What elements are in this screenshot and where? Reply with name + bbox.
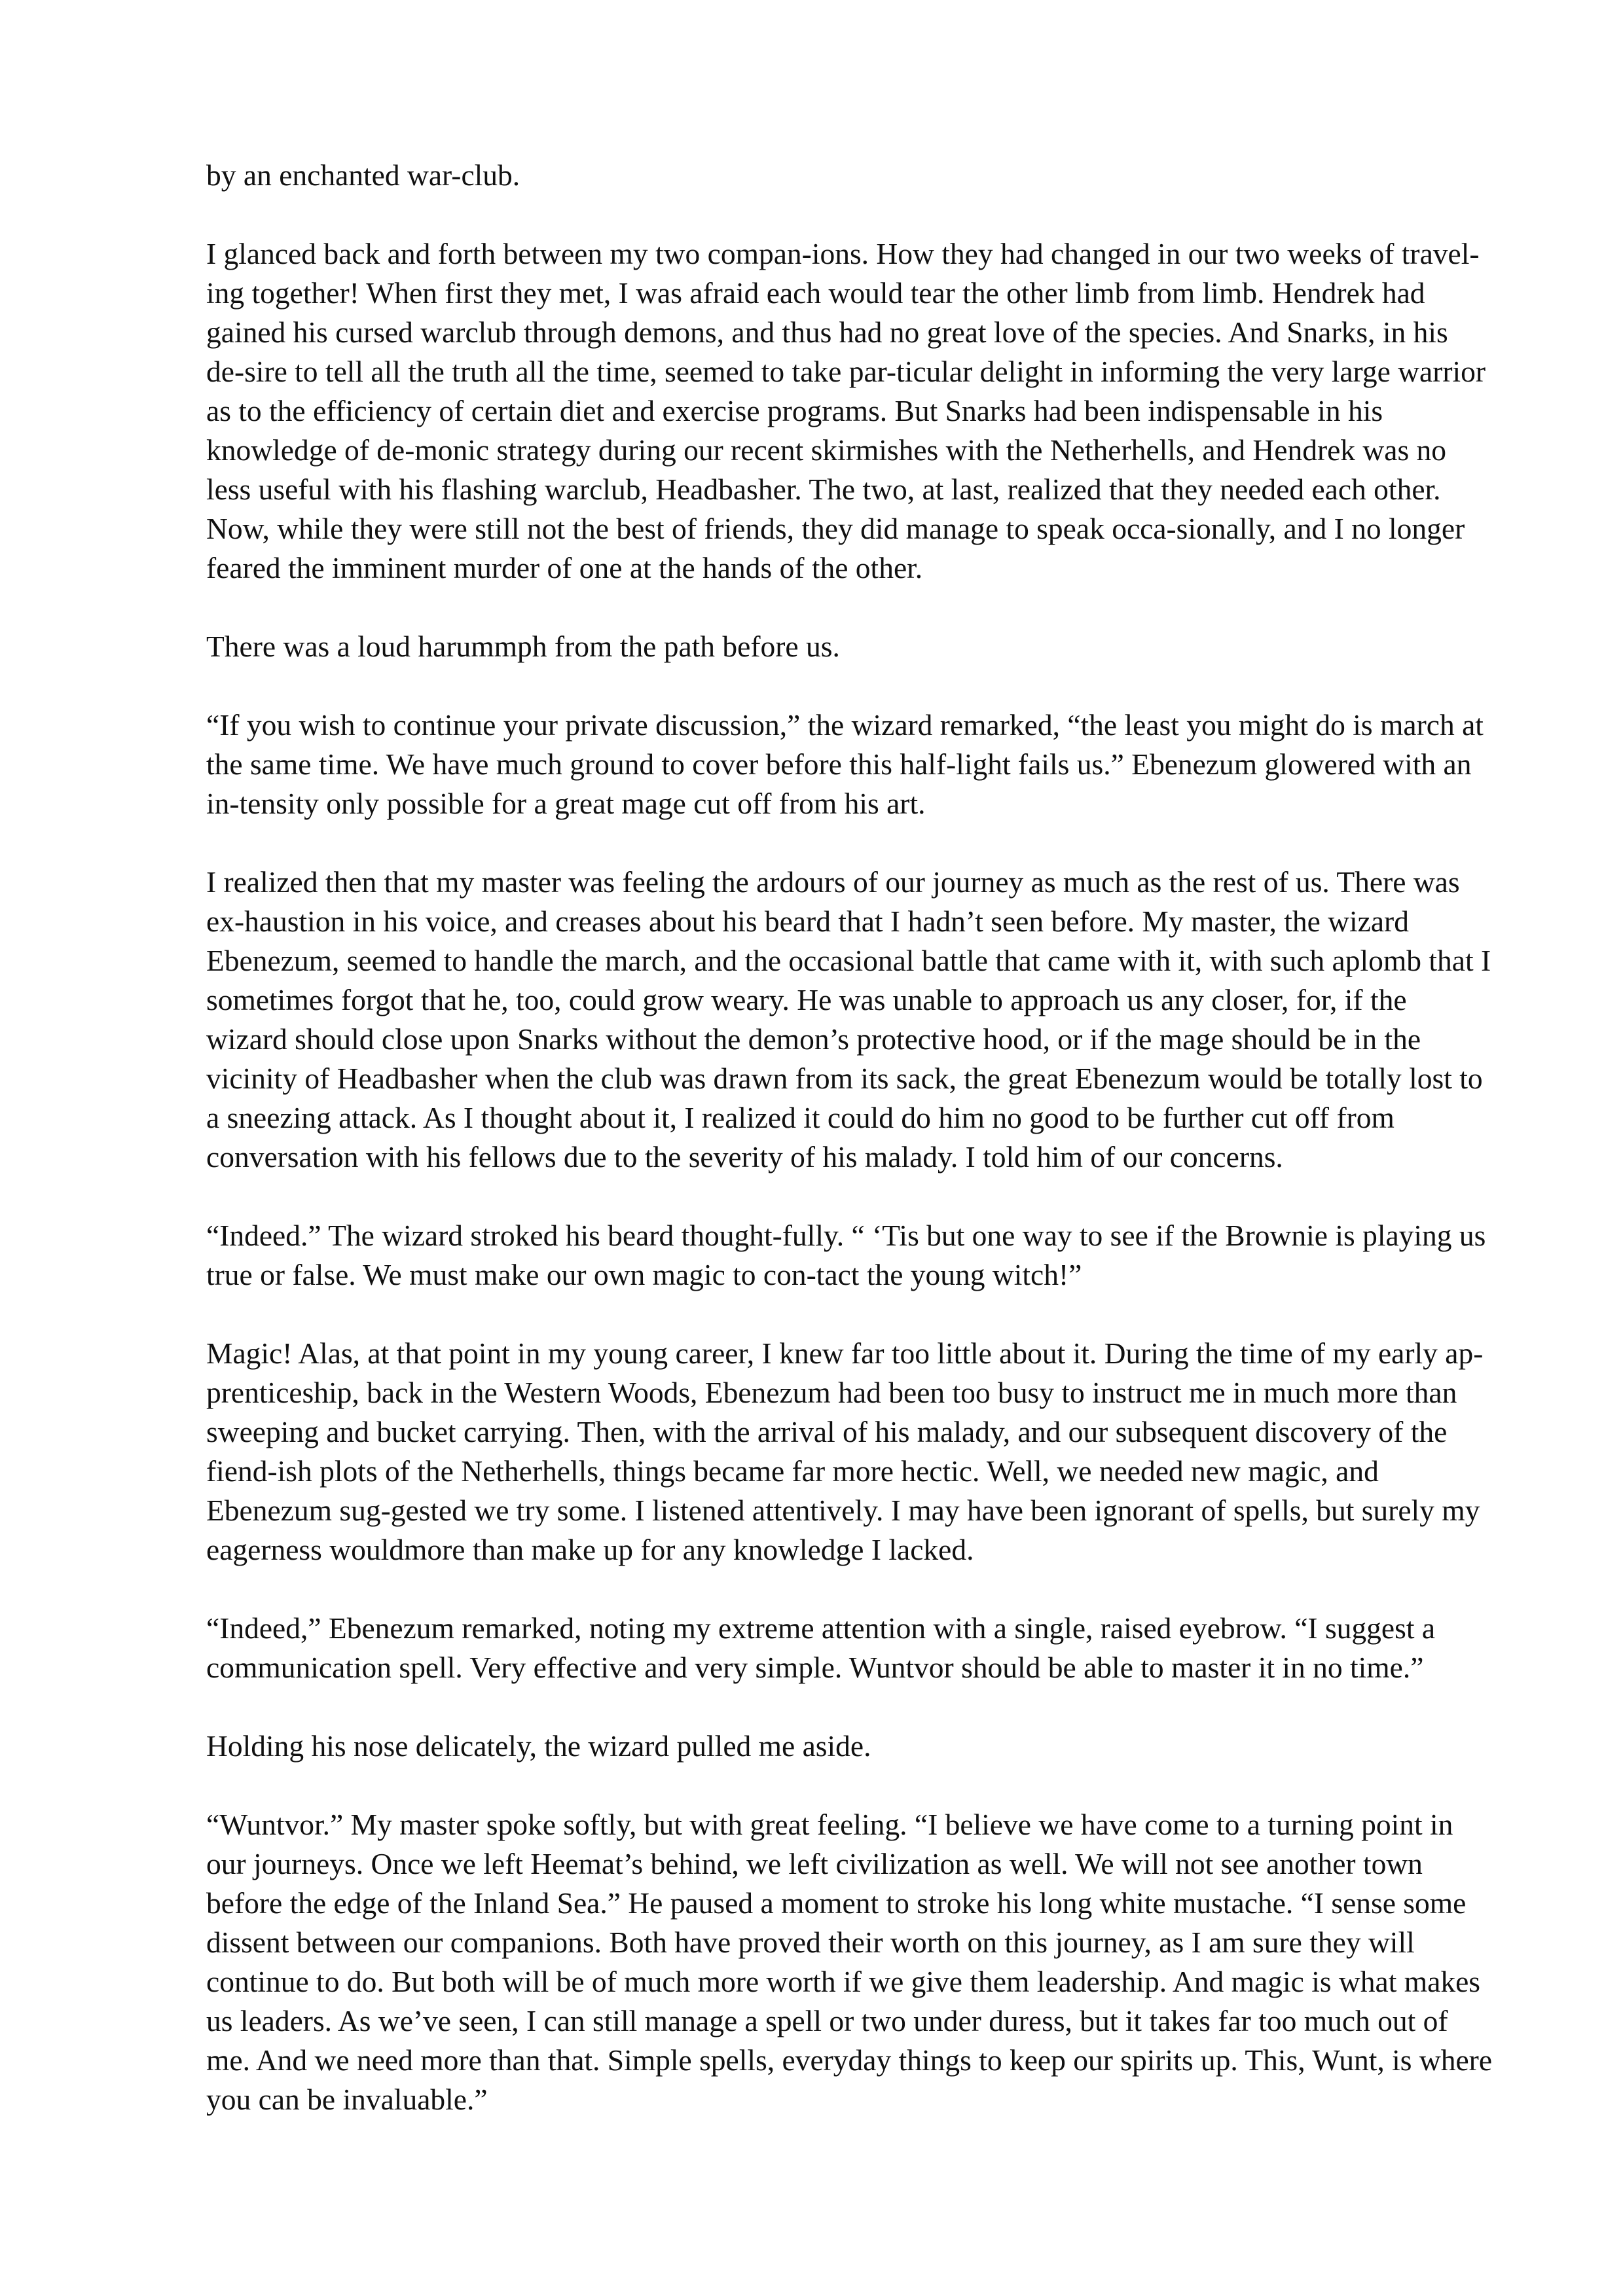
paragraph-10: “Wuntvor.” My master spoke softly, but with great feeling. “I believe we have come to a turning point in our journeys. Once we left Heemat’s behind, we left civilization as well. We will not see another town before the edge of the Inland Sea.” He paused a moment to stroke his long white mustache. “I sense some dissent between our companions. Both have proved their worth on this journey, as I am sure they will continue to do. But both will be of much more worth if we give them leadership. And magic is what makes us leaders. As we’ve seen, I can still manage a spell or two under duress, but it takes far too much out of me. And we need more than that. Simple spells, everyday things to keep our spirits up. This, Wunt, is where you can be invaluable.” (206, 1808, 1493, 2116)
paragraph-1: by an enchanted war-club. (206, 158, 520, 192)
paragraph-7: Magic! Alas, at that point in my young career, I knew far too little about it. During the time of my early ap-prenticeship, back in the Western Woods, Ebenezum had been too busy to instruct me in much more than sweeping and bucket carrying. Then, with the arrival of his malady, and our subsequent discovery of the fiend-ish plots of the Netherhells, things became far more hectic. Well, we needed new magic, and Ebenezum sug-gested we try some. I listened attentively. I may have been ignorant of spells, but surely my eagerness wouldmore than make up for any knowledge I lacked. (206, 1336, 1484, 1566)
paragraph-9: Holding his nose delicately, the wizard pulled me aside. (206, 1729, 871, 1763)
paragraph-8: “Indeed,” Ebenezum remarked, noting my extreme attention with a single, raised eyebrow. “I suggest a communication spell. Very effective and very simple. Wuntvor should be able to master it in no time.” (206, 1611, 1436, 1684)
paragraph-3: There was a loud harummph from the path before us. (206, 630, 840, 663)
paragraph-4: “If you wish to continue your private discussion,” the wizard remarked, “the least you might do is march at the same time. We have much ground to cover before this half-light fails us.” Ebenezum glowered with an in-tensity only possible for a great mage cut off from his art. (206, 708, 1484, 820)
body-text (206, 156, 1493, 2119)
paragraph-2: I glanced back and forth between my two compan-ions. How they had changed in our two weeks of travel-ing together! When first they met, I was afraid each would tear the other limb from limb. Hendrek had gained his cursed warclub through demons, and thus had no great love of the species. And Snarks, in his de-sire to tell all the truth all the time, seemed to take par-ticular delight in informing the very large warrior as to the efficiency of certain diet and exercise programs. But Snarks had been indispensable in his knowledge of de-monic strategy during our recent skirmishes with the Netherhells, and Hendrek was no less useful with his flashing warclub, Headbasher. The two, at last, realized that they needed each other. Now, while they were still not the best of friends, they did manage to speak occa-sionally, and I no longer feared the imminent murder of one at the hands of the other. (206, 237, 1486, 584)
paragraph-5: I realized then that my master was feeling the ardours of our journey as much as the rest of us. There was ex-haustion in his voice, and creases about his beard that I hadn’t seen before. My master, the wizard Ebenezum, seemed to handle the march, and the occasional battle that came with it, with such aplomb that I sometimes forgot that he, too, could grow weary. He was unable to approach us any closer, for, if the wizard should close upon Snarks without the demon’s protective hood, or if the mage should be in the vicinity of Headbasher when the club was drawn from its sack, the great Ebenezum would be totally lost to a sneezing attack. As I thought about it, I realized it could do him no good to be further cut off from conversation with his fellows due to the severity of his malady. I told him of our concerns. (206, 865, 1491, 1174)
paragraph-6: “Indeed.” The wizard stroked his beard thought-fully. “ ‘Tis but one way to see if the Brownie is playing us true or false. We must make our own magic to con-tact the young witch!” (206, 1219, 1486, 1291)
